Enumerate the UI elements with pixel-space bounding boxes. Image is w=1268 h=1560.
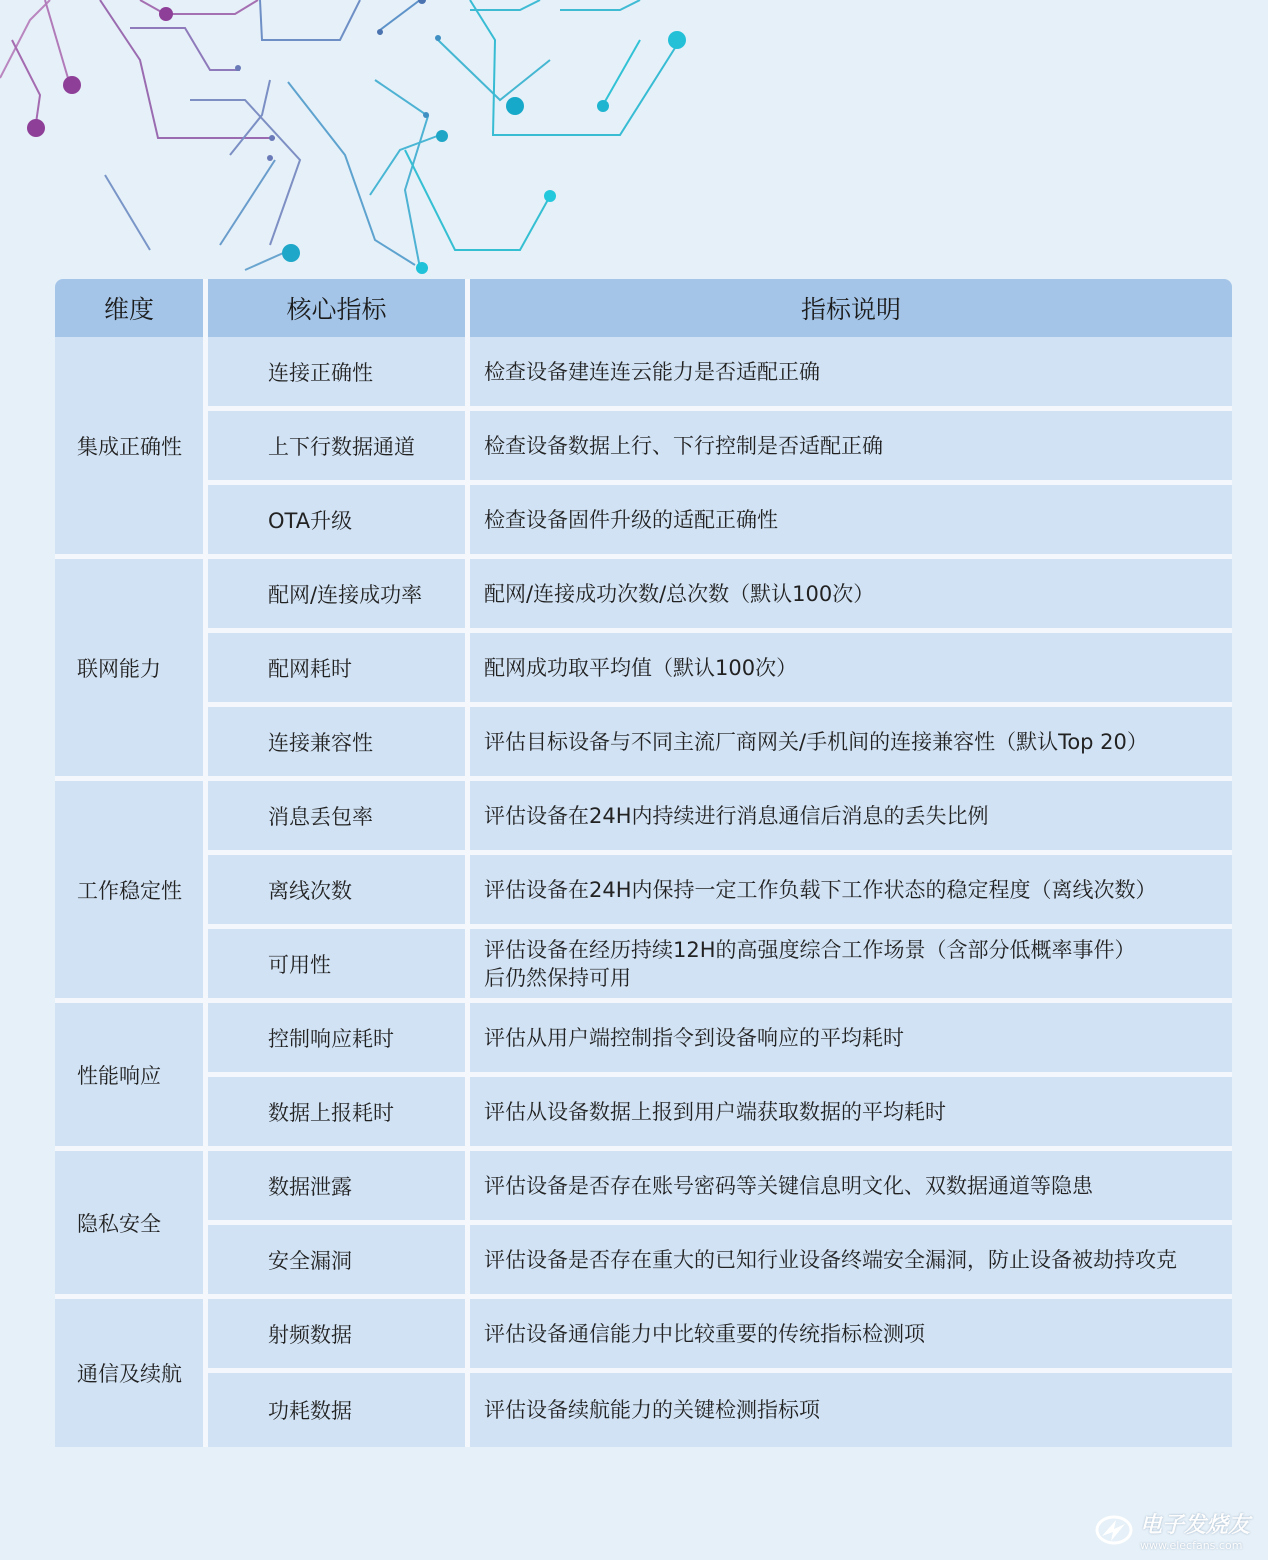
header-description: 指标说明 bbox=[470, 279, 1232, 337]
description-line: 配网/连接成功次数/总次数（默认100次） bbox=[484, 581, 875, 606]
dimension-cell: 联网能力 bbox=[55, 559, 208, 781]
header-dimension: 维度 bbox=[55, 279, 208, 337]
indicator-cell: 功耗数据 bbox=[208, 1373, 470, 1447]
description-line: 评估设备在24H内持续进行消息通信后消息的丢失比例 bbox=[484, 803, 989, 828]
watermark bbox=[1094, 1508, 1250, 1552]
description-cell bbox=[470, 855, 1232, 929]
description-cell bbox=[470, 411, 1232, 485]
description-line: 配网成功取平均值（默认100次） bbox=[484, 655, 798, 680]
description-line: 评估从用户端控制指令到设备响应的平均耗时 bbox=[484, 1025, 904, 1050]
description-cell bbox=[470, 781, 1232, 855]
indicator-cell: 上下行数据通道 bbox=[208, 411, 470, 485]
description-cell bbox=[470, 1151, 1232, 1225]
description-line: 评估设备在24H内保持一定工作负载下工作状态的稳定程度（离线次数） bbox=[484, 877, 1157, 902]
elecfans-logo-icon bbox=[1094, 1512, 1134, 1548]
description-line: 评估设备是否存在重大的已知行业设备终端安全漏洞，防止设备被劫持攻克 bbox=[484, 1247, 1177, 1272]
dimension-cell: 工作稳定性 bbox=[55, 781, 208, 1003]
description-line: 评估设备是否存在账号密码等关键信息明文化、双数据通道等隐患 bbox=[484, 1173, 1093, 1198]
description-cell bbox=[470, 633, 1232, 707]
indicator-cell: OTA升级 bbox=[208, 485, 470, 559]
dimension-cell: 集成正确性 bbox=[55, 337, 208, 559]
indicator-cell: 射频数据 bbox=[208, 1299, 470, 1373]
description-line: 评估目标设备与不同主流厂商网关/手机间的连接兼容性（默认Top 20） bbox=[484, 729, 1148, 754]
description-cell bbox=[470, 1225, 1232, 1299]
indicator-cell: 数据上报耗时 bbox=[208, 1077, 470, 1151]
description-cell bbox=[470, 1077, 1232, 1151]
indicator-cell: 连接兼容性 bbox=[208, 707, 470, 781]
description-line: 评估从设备数据上报到用户端获取数据的平均耗时 bbox=[484, 1099, 946, 1124]
watermark-name: 电子发烧友 bbox=[1139, 1513, 1250, 1538]
indicator-cell: 数据泄露 bbox=[208, 1151, 470, 1225]
description-cell bbox=[470, 1373, 1232, 1447]
indicator-cell: 离线次数 bbox=[208, 855, 470, 929]
watermark-url: www.elecfans.com bbox=[1139, 1539, 1243, 1552]
description-cell bbox=[470, 337, 1232, 411]
description-line: 检查设备数据上行、下行控制是否适配正确 bbox=[484, 433, 883, 458]
description-line: 评估设备通信能力中比较重要的传统指标检测项 bbox=[484, 1321, 925, 1346]
description-line: 评估设备在经历持续12H的高强度综合工作场景（含部分低概率事件） bbox=[484, 937, 1136, 962]
metrics-table bbox=[55, 279, 1232, 1447]
indicator-cell: 可用性 bbox=[208, 929, 470, 1003]
description-line: 检查设备固件升级的适配正确性 bbox=[484, 507, 778, 532]
description-cell bbox=[470, 1003, 1232, 1077]
indicator-cell: 连接正确性 bbox=[208, 337, 470, 411]
indicator-cell: 配网耗时 bbox=[208, 633, 470, 707]
description-cell bbox=[470, 485, 1232, 559]
description-cell bbox=[470, 1299, 1232, 1373]
dimension-cell: 性能响应 bbox=[55, 1003, 208, 1151]
dimension-cell: 通信及续航 bbox=[55, 1299, 208, 1447]
header-indicator: 核心指标 bbox=[208, 279, 470, 337]
description-cell bbox=[470, 559, 1232, 633]
dimension-cell: 隐私安全 bbox=[55, 1151, 208, 1299]
indicator-cell: 控制响应耗时 bbox=[208, 1003, 470, 1077]
indicator-cell: 消息丢包率 bbox=[208, 781, 470, 855]
description-line: 检查设备建连连云能力是否适配正确 bbox=[484, 359, 820, 384]
circuit-decoration bbox=[0, 0, 1268, 290]
indicator-cell: 安全漏洞 bbox=[208, 1225, 470, 1299]
description-line: 后仍然保持可用 bbox=[484, 965, 631, 990]
description-cell bbox=[470, 707, 1232, 781]
description-cell bbox=[470, 929, 1232, 1003]
indicator-cell: 配网/连接成功率 bbox=[208, 559, 470, 633]
description-line: 评估设备续航能力的关键检测指标项 bbox=[484, 1398, 820, 1422]
